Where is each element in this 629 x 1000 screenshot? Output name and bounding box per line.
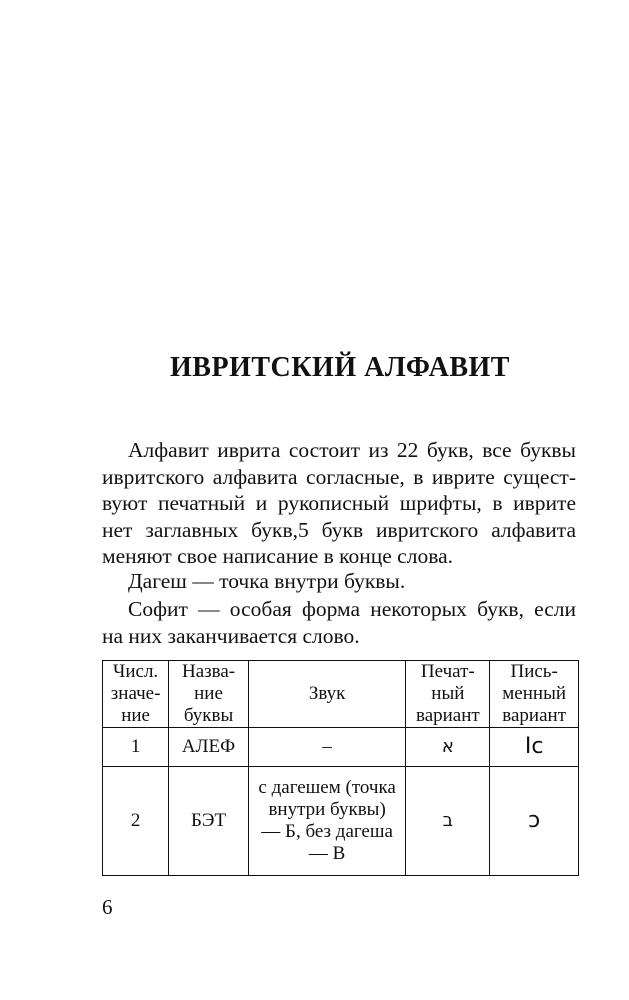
header-line: Числ. bbox=[113, 661, 159, 682]
header-print-variant bbox=[406, 661, 490, 728]
cell-print-letter: א bbox=[406, 728, 490, 767]
sound-line: — Б, без дагеша bbox=[261, 821, 393, 842]
paragraph-sofit bbox=[102, 596, 576, 649]
cell-letter-name: БЭТ bbox=[169, 767, 249, 876]
sound-line: с дагешем (точка bbox=[258, 777, 396, 798]
cell-sound bbox=[248, 728, 405, 767]
page-number: 6 bbox=[102, 895, 113, 919]
page-title: ИВРИТСКИЙ АЛФАВИТ bbox=[170, 352, 510, 383]
header-line: Пись- bbox=[510, 661, 558, 682]
header-line: ный bbox=[431, 683, 465, 704]
table-header-row bbox=[103, 661, 579, 728]
paragraph-dagesh bbox=[102, 568, 576, 595]
header-line: Назва- bbox=[181, 661, 236, 682]
header-line: менный bbox=[502, 683, 567, 704]
header-script-variant bbox=[490, 661, 579, 728]
header-line: вариант bbox=[415, 705, 480, 726]
table-row bbox=[103, 767, 579, 876]
text-line: ивритского алфавита согласные, в иврите сущест- bbox=[102, 464, 576, 489]
sound-line: – bbox=[322, 736, 332, 757]
header-line: ние bbox=[194, 683, 223, 704]
header-letter-name bbox=[169, 661, 249, 728]
header-line: значе- bbox=[110, 683, 161, 704]
text-line: вуют печатный и рукописный шрифты, в иврите bbox=[102, 491, 576, 515]
alphabet-table bbox=[102, 660, 579, 876]
cell-letter-name: АЛЕФ bbox=[169, 728, 249, 767]
cell-script-letter: Іc bbox=[490, 728, 579, 767]
header-sound bbox=[248, 661, 405, 728]
header-line: буквы bbox=[183, 705, 234, 726]
text-line: меняют свое написание в конце слова. bbox=[102, 544, 453, 568]
header-line: вариант bbox=[502, 705, 567, 726]
cell-print-letter: ב bbox=[406, 767, 490, 876]
text-line: нет заглавных букв,5 букв ивритского алфавита bbox=[102, 517, 576, 542]
sound-line: — В bbox=[308, 843, 346, 864]
text-line: на них заканчивается слово. bbox=[102, 623, 360, 648]
cell-number: 2 bbox=[103, 767, 169, 876]
text-line: Софит — особая форма некоторых букв, если bbox=[128, 597, 576, 621]
cell-number: 1 bbox=[103, 728, 169, 767]
paragraph-alphabet-intro bbox=[102, 437, 576, 570]
header-line: ние bbox=[121, 705, 150, 726]
cell-sound bbox=[248, 767, 405, 876]
header-line: Звук bbox=[308, 683, 346, 704]
text-line: Дагеш — точка внутри буквы. bbox=[128, 569, 406, 593]
table-row bbox=[103, 728, 579, 767]
sound-line: внутри буквы) bbox=[268, 799, 386, 820]
text-line: Алфавит иврита состоит из 22 букв, все буквы bbox=[128, 438, 576, 462]
cell-script-letter: ɔ bbox=[490, 767, 579, 876]
header-number bbox=[103, 661, 169, 728]
header-line: Печат- bbox=[420, 661, 475, 682]
